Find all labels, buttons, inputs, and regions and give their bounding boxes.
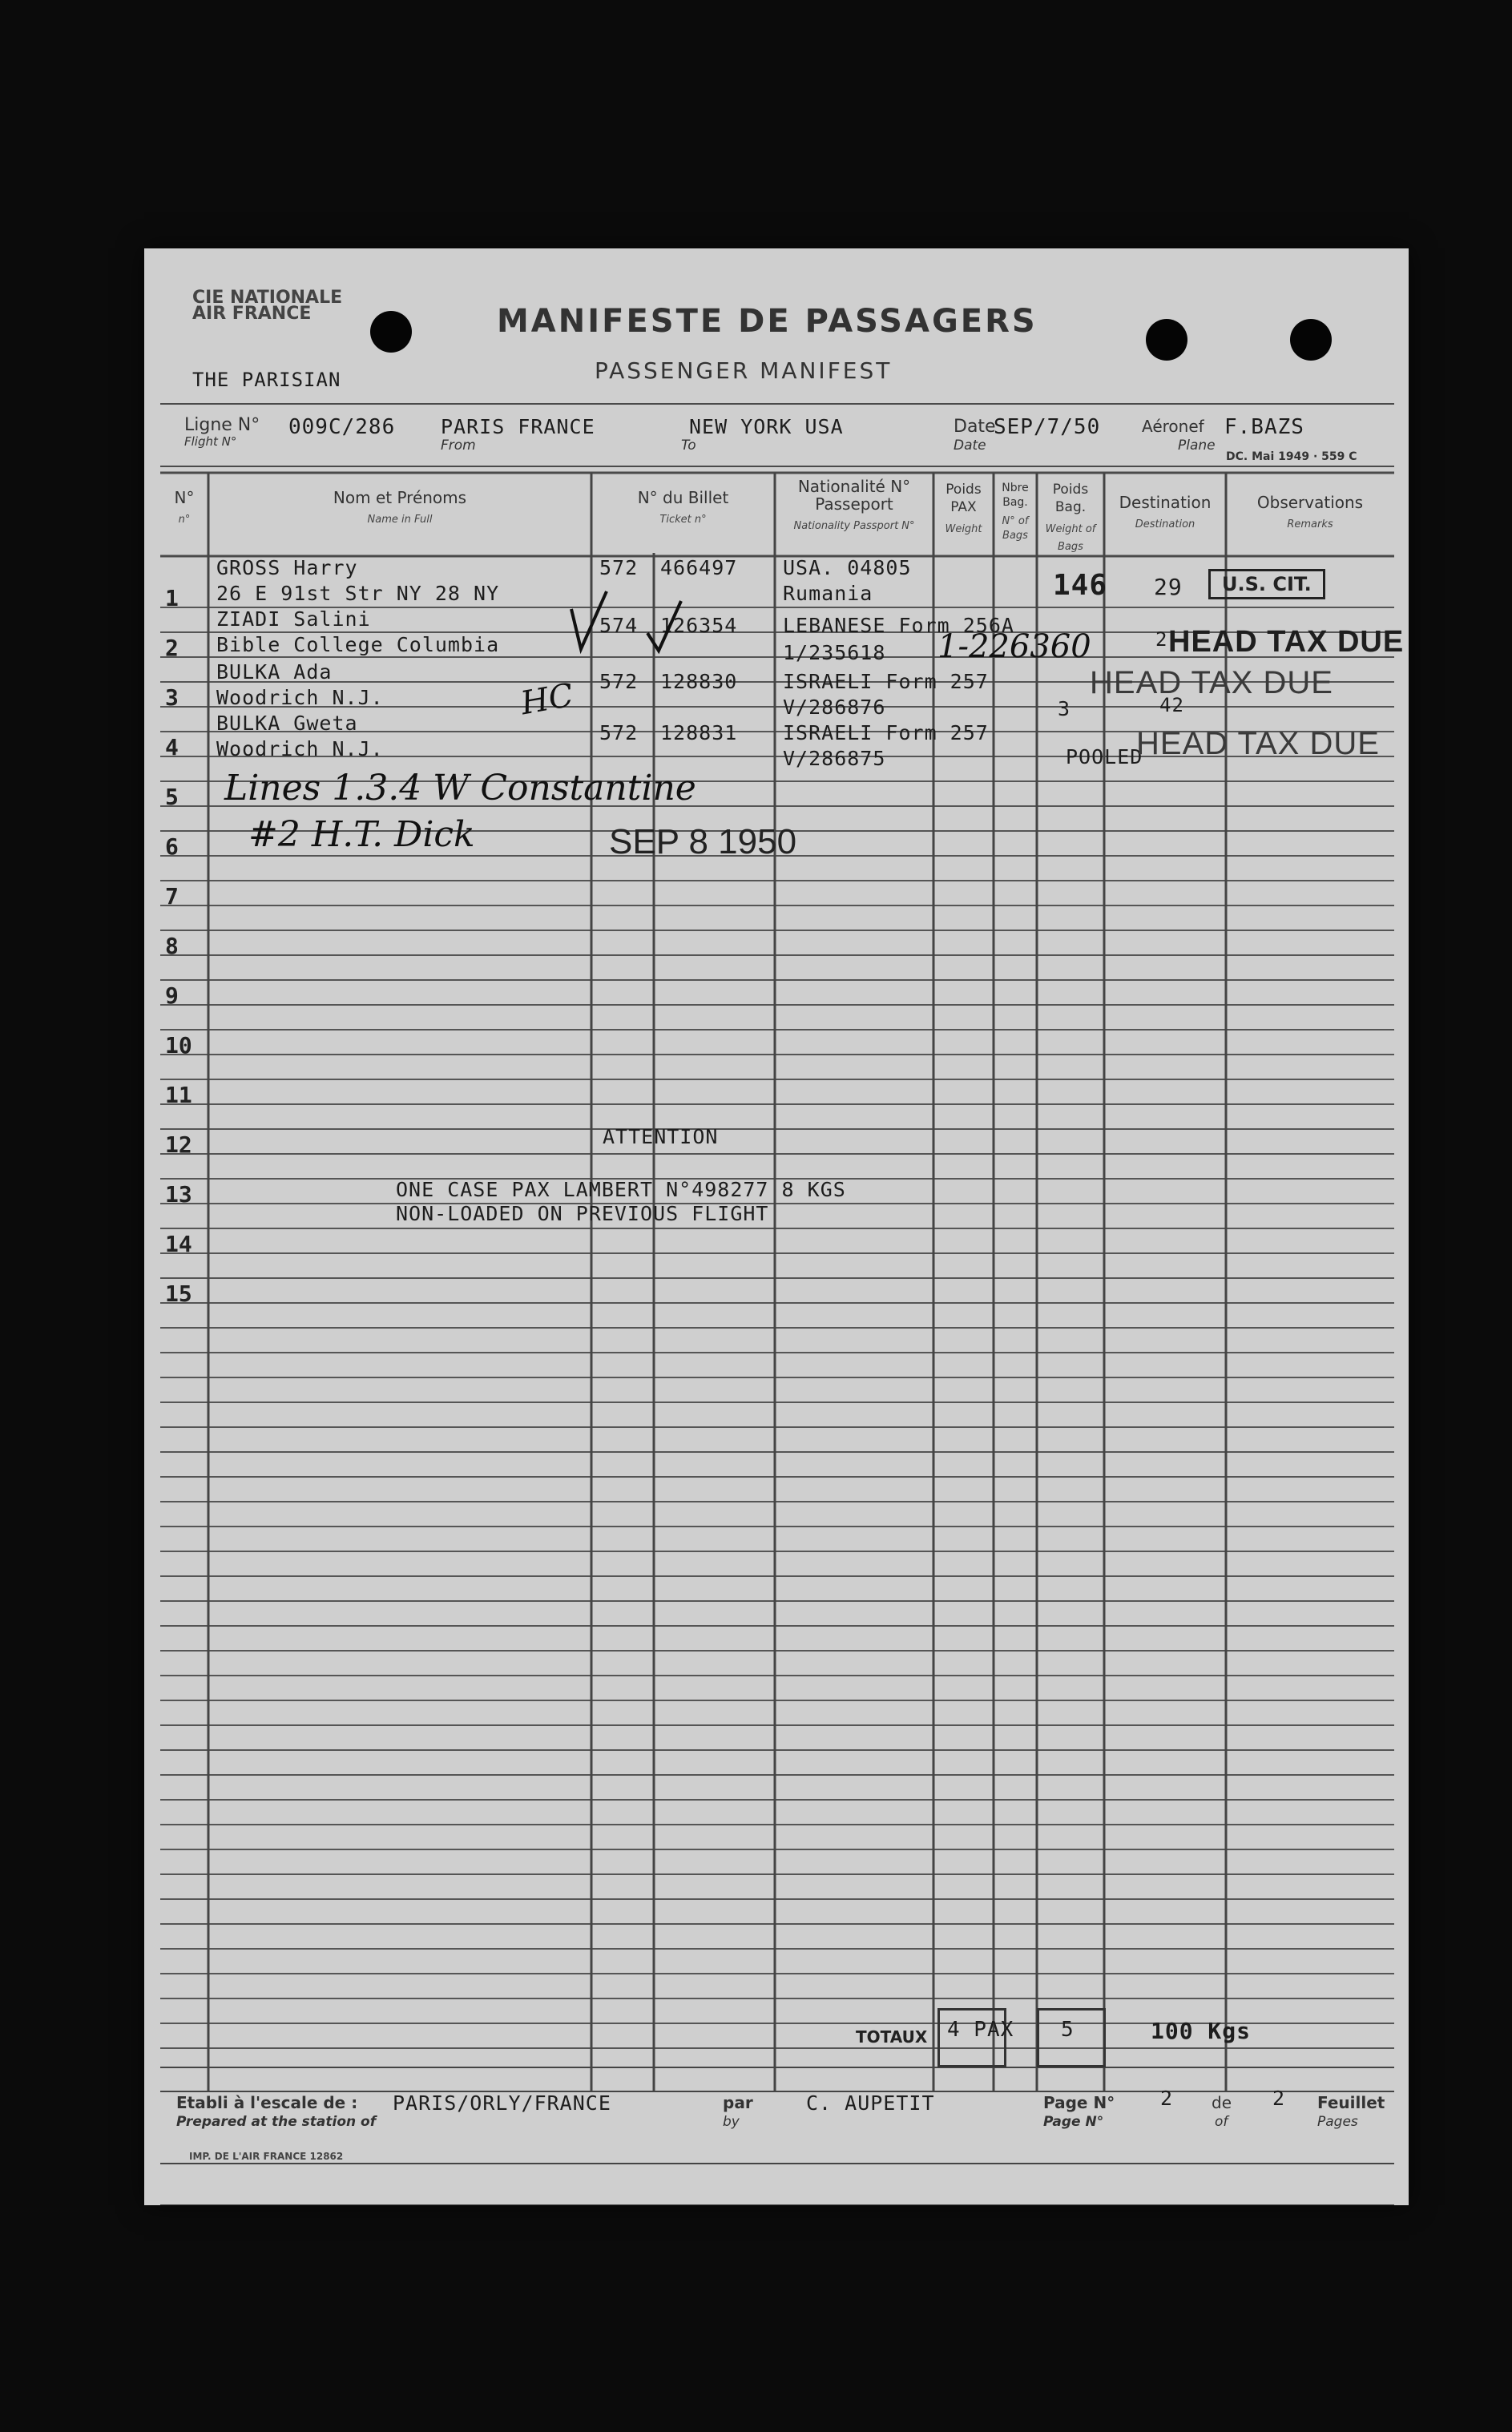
header-destination: Destination Destination	[1119, 493, 1212, 530]
passenger-address: Woodrich N.J.	[216, 686, 384, 709]
row-number: 4	[165, 734, 179, 760]
row-number: 6	[165, 833, 179, 860]
row-number: 2	[165, 635, 179, 661]
ticket-prefix: 574	[599, 614, 639, 637]
destination: 29	[1154, 574, 1183, 600]
to-sublabel: To	[681, 438, 696, 454]
flight-label: Ligne N°	[184, 415, 260, 435]
passport: V/286876	[783, 696, 886, 719]
passenger-name: BULKA Gweta	[216, 712, 358, 735]
flight-to: NEW YORK USA	[689, 415, 844, 438]
row-number: 5	[165, 784, 179, 810]
row-number: 12	[165, 1131, 192, 1158]
ticket-number: 128830	[660, 670, 738, 693]
of-label: de	[1212, 2093, 1232, 2112]
row-number: 13	[165, 1181, 192, 1208]
header-bag-weight: Poids Bag. Weight of Bags	[1045, 482, 1096, 553]
handwritten-lines-note: Lines 1.3.4 W Constantine	[224, 768, 696, 809]
ticket-prefix: 572	[599, 556, 639, 579]
date-label: Date	[954, 417, 996, 437]
prepared-by: C. AUPETIT	[806, 2091, 935, 2115]
form-reference: DC. Mai 1949 · 559 C	[1226, 450, 1357, 463]
date-stamp: SEP 8 1950	[609, 822, 797, 861]
flight-from: PARIS FRANCE	[441, 415, 595, 438]
company-name: CIE NATIONALE AIR FRANCE	[192, 288, 343, 324]
title-english: PASSENGER MANIFEST	[595, 357, 893, 384]
ticket-number: 128831	[660, 721, 738, 744]
head-tax-stamp: HEAD TAX DUE	[1136, 726, 1380, 761]
sheets-sublabel: Pages	[1317, 2114, 1358, 2130]
row-number: 9	[165, 982, 179, 1009]
header-nationality: Nationalité N° Passeport Nationality Passport N°	[793, 477, 915, 532]
attention-title: ATTENTION	[603, 1125, 719, 1148]
nationality: ISRAELI Form 257	[783, 721, 989, 744]
passport: V/286875	[783, 747, 886, 770]
page-total: 2	[1272, 2087, 1286, 2110]
table-grid	[144, 248, 1409, 2205]
prepared-at-sublabel: Prepared at the station of	[176, 2114, 377, 2130]
flight-number: 009C/286	[288, 415, 396, 439]
bag-weight: 146	[1053, 569, 1108, 602]
head-tax-stamp: HEAD TAX DUE	[1090, 665, 1333, 700]
us-citizen-stamp: U.S. CIT.	[1208, 569, 1325, 599]
destination: 42	[1159, 694, 1184, 716]
header-ticket: N° du Billet Ticket n°	[637, 488, 729, 526]
destination: 2	[1155, 628, 1168, 651]
by-label: par	[723, 2093, 753, 2112]
ticket-prefix: 572	[599, 670, 639, 693]
head-tax-stamp: HEAD TAX DUE	[1168, 625, 1405, 659]
header-pax-weight: Poids PAX Weight	[945, 482, 982, 535]
date-sublabel: Date	[954, 438, 986, 454]
header-number: N° n°	[174, 488, 195, 526]
sheets-label: Feuillet	[1317, 2093, 1385, 2112]
prepared-at-label: Etabli à l'escale de :	[176, 2093, 358, 2112]
totals-pax: 4 PAX	[947, 2018, 1014, 2042]
plane-registration: F.BAZS	[1224, 415, 1304, 439]
prepared-at-station: PARIS/ORLY/FRANCE	[393, 2091, 611, 2115]
printer-mark: IMP. DE L'AIR FRANCE 12862	[189, 2151, 344, 2162]
passenger-address: Bible College Columbia	[216, 633, 500, 656]
attention-line-1: ONE CASE PAX LAMBERT N°498277 8 KGS	[396, 1178, 846, 1201]
ticket-number: 126354	[660, 614, 738, 637]
nationality: USA. 04805	[783, 556, 912, 579]
ticket-prefix: 572	[599, 721, 639, 744]
page-sublabel: Page N°	[1043, 2114, 1104, 2130]
row-number: 8	[165, 933, 179, 959]
page-label: Page N°	[1043, 2093, 1115, 2112]
plane-sublabel: Plane	[1178, 438, 1216, 454]
by-sublabel: by	[723, 2114, 740, 2130]
of-sublabel: of	[1215, 2114, 1228, 2130]
title-french: MANIFESTE DE PASSAGERS	[497, 303, 1038, 340]
ticket-number: 466497	[660, 556, 738, 579]
row-number: 3	[165, 684, 179, 711]
totals-weight: 100 Kgs	[1151, 2018, 1252, 2044]
row-number: 11	[165, 1082, 192, 1108]
row-number: 14	[165, 1231, 192, 1257]
from-sublabel: From	[441, 438, 476, 454]
handwritten-signature: #2 H.T. Dick	[248, 814, 475, 855]
row-number: 7	[165, 883, 179, 909]
header-bags: Nbre Bag. N° of Bags	[1002, 482, 1029, 542]
bag-count: 3	[1058, 697, 1071, 720]
handwritten-margin-note: HC	[518, 676, 576, 723]
header-name: Nom et Prénoms Name in Full	[333, 488, 467, 526]
row-number: 10	[165, 1032, 192, 1059]
page-number: 2	[1160, 2087, 1174, 2110]
pooled-note: POOLED	[1066, 745, 1143, 768]
flight-sublabel: Flight N°	[184, 434, 237, 449]
passenger-name: ZIADI Salini	[216, 607, 371, 631]
passenger-address: 26 E 91st Str NY 28 NY	[216, 582, 500, 605]
nationality: ISRAELI Form 257	[783, 670, 989, 693]
passenger-name: BULKA Ada	[216, 660, 333, 684]
passenger-address: Woodrich N.J.	[216, 737, 384, 760]
totals-label: TOTAUX	[856, 2027, 928, 2047]
ship-name: THE PARISIAN	[192, 369, 341, 391]
passport: 1/235618	[783, 641, 886, 664]
manifest-sheet	[144, 248, 1409, 2205]
row-number: 1	[165, 585, 179, 611]
attention-line-2: NON-LOADED ON PREVIOUS FLIGHT	[396, 1202, 769, 1225]
plane-label: Aéronef	[1142, 417, 1204, 436]
handwritten-passport: 1-226360	[937, 628, 1091, 665]
passport: Rumania	[783, 582, 873, 605]
totals-bags: 5	[1061, 2018, 1075, 2042]
passenger-name: GROSS Harry	[216, 556, 358, 579]
row-number: 15	[165, 1281, 192, 1307]
flight-date: SEP/7/50	[994, 415, 1101, 439]
nationality: LEBANESE Form 256A	[783, 614, 1014, 637]
header-remarks: Observations Remarks	[1256, 493, 1364, 530]
check-mark-icon	[565, 585, 613, 657]
check-mark-icon	[641, 585, 689, 657]
